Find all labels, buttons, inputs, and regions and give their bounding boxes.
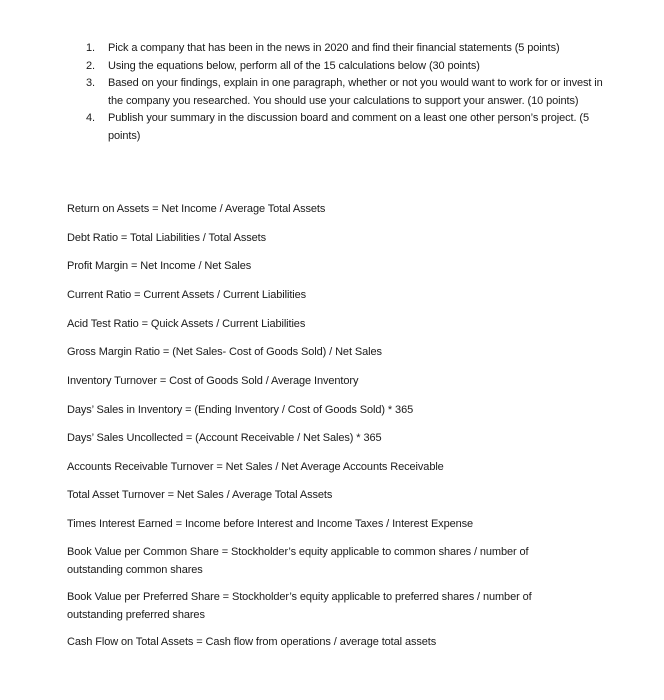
formula-profit-margin: Profit Margin = Net Income / Net Sales bbox=[67, 260, 252, 272]
formula-accounts-receivable-turnover: Accounts Receivable Turnover = Net Sales / Net Average Accounts Receivable bbox=[67, 461, 444, 473]
task-number: 3. bbox=[86, 77, 95, 89]
task-text: Using the equations below, perform all of the 15 calculations below (30 points) bbox=[108, 59, 480, 72]
formula-times-interest-earned: Times Interest Earned = Income before Interest and Income Taxes / Interest Expense bbox=[67, 518, 474, 530]
task-item bbox=[86, 58, 606, 76]
task-text: Publish your summary in the discussion board and comment on a least one other person’s project. (5 points) bbox=[108, 112, 589, 142]
task-number: 2. bbox=[86, 59, 95, 72]
formula-book-value-common-share: Book Value per Common Share = Stockholder’s equity applicable to common shares / number of outstanding common shares bbox=[67, 546, 529, 576]
task-item bbox=[86, 110, 606, 145]
task-text: Based on your findings, explain in one paragraph, whether or not you would want to work for or invest in the company you researched. You should use your calculations to support your answer. (10 points) bbox=[108, 77, 603, 107]
formula-days-sales-in-inventory: Days’ Sales in Inventory = (Ending Inventory / Cost of Goods Sold) * 365 bbox=[67, 404, 414, 416]
task-text: Pick a company that has been in the news in 2020 and find their financial statements (5 points) bbox=[108, 42, 560, 54]
formula-cash-flow-on-total-assets: Cash Flow on Total Assets = Cash flow from operations / average total assets bbox=[67, 636, 437, 648]
task-item bbox=[86, 75, 606, 110]
formula-total-asset-turnover: Total Asset Turnover = Net Sales / Average Total Assets bbox=[67, 489, 333, 501]
formula-debt-ratio: Debt Ratio = Total Liabilities / Total Assets bbox=[67, 232, 267, 244]
task-number: 1. bbox=[86, 42, 95, 54]
formula-book-value-preferred-share: Book Value per Preferred Share = Stockholder’s equity applicable to preferred shares / number of outstanding preferred shares bbox=[67, 591, 532, 621]
task-number: 4. bbox=[86, 112, 95, 124]
formula-current-ratio: Current Ratio = Current Assets / Current Liabilities bbox=[67, 289, 307, 301]
formula-acid-test-ratio: Acid Test Ratio = Quick Assets / Current Liabilities bbox=[67, 318, 306, 330]
task-item bbox=[86, 40, 606, 58]
formula-gross-margin-ratio: Gross Margin Ratio = (Net Sales- Cost of Goods Sold) / Net Sales bbox=[67, 346, 382, 358]
formula-return-on-assets: Return on Assets = Net Income / Average Total Assets bbox=[67, 203, 326, 215]
formula-days-sales-uncollected: Days’ Sales Uncollected = (Account Receivable / Net Sales) * 365 bbox=[67, 432, 382, 444]
task-list bbox=[86, 40, 606, 145]
formula-inventory-turnover: Inventory Turnover = Cost of Goods Sold / Average Inventory bbox=[67, 375, 359, 387]
